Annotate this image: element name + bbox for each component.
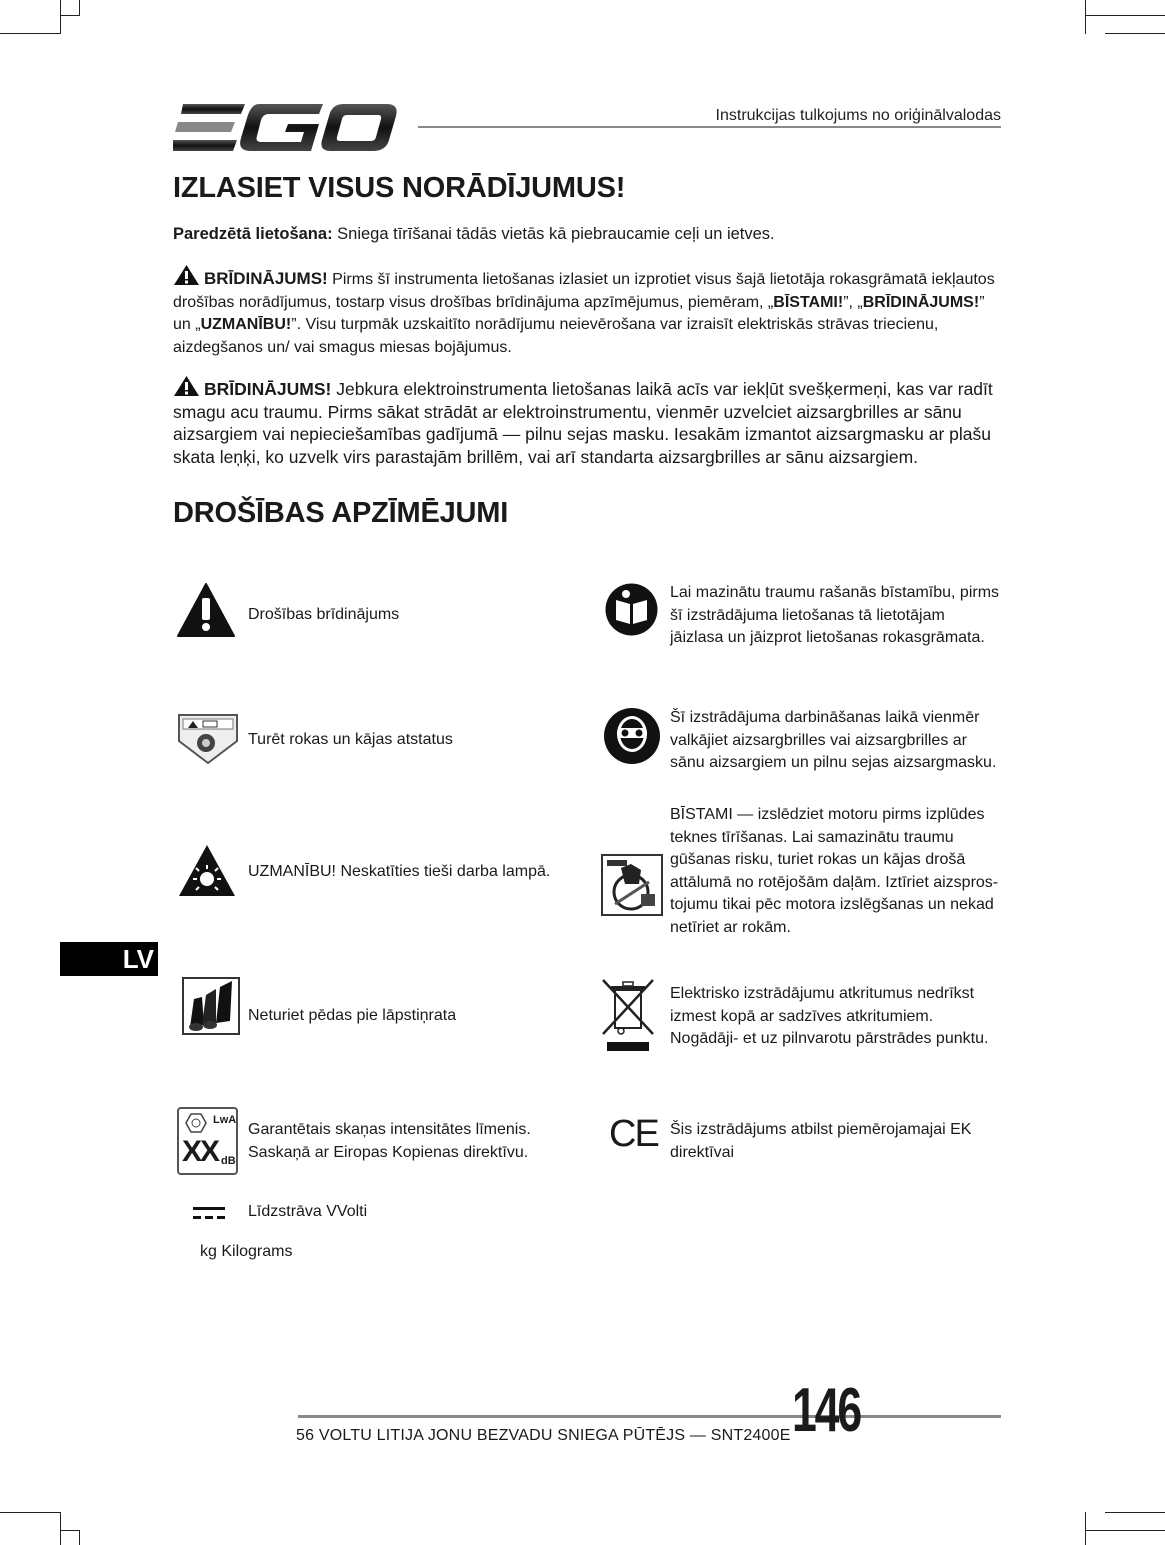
header-rule xyxy=(418,126,1001,128)
crop-mark xyxy=(1085,15,1165,16)
symbol-text: Turēt rokas un kājas atstatus xyxy=(248,731,453,748)
crop-mark xyxy=(1085,0,1086,34)
symbol-text: UZMANĪBU! Neskatīties tieši darba lampā. xyxy=(248,863,551,880)
dc-current-icon xyxy=(192,1205,226,1221)
symbol-text: Līdzstrāva VVolti xyxy=(248,1203,368,1220)
caution-word: UZMANĪBU! xyxy=(200,316,292,333)
page-number: 146 xyxy=(792,1376,861,1445)
badge-main: XX xyxy=(182,1135,219,1168)
warning-text: ”, „ xyxy=(843,293,863,311)
intended-use-label: Paredzētā lietošana: xyxy=(173,225,333,243)
weee-bin-icon xyxy=(601,978,655,1054)
danger-word: BĪSTAMI! xyxy=(773,293,844,311)
symbol-text: Lai mazinātu traumu rašanās bīstamību, pirms šī izstrādājuma lietošanas tā lietotājam jāizlasa un jāizprot lietošanas rokasgrāmata. xyxy=(670,584,1000,646)
warning-label: BRĪDINĀJUMS! xyxy=(204,379,332,399)
symbol-text: Neturiet pēdas pie lāpstiņrata xyxy=(248,1007,457,1024)
warning-text: Pirms šī instrumenta lietošanas izlasiet un izprotiet visus šajā lietotāja rokasgrāmatā iekļautos drošības norādījumus, tostarp visus drošības brīdinājuma apzīmējumus, piemēram, „ xyxy=(173,271,995,311)
header-subtitle: Instrukcijas tulkojums no oriģinālvalodas xyxy=(715,107,1001,124)
crop-mark xyxy=(60,1512,61,1545)
warning-paragraph-2 xyxy=(173,375,1003,468)
warning-word: BRĪDINĀJUMS! xyxy=(862,293,980,311)
symbol-text: Drošības brīdinājums xyxy=(248,606,400,623)
warning-triangle-icon xyxy=(173,375,200,397)
symbol-text-line: Garantētais skaņas intensitātes līmenis. xyxy=(248,1121,531,1138)
footer-rule xyxy=(298,1415,1001,1418)
symbol-text: BĪSTAMI — izslēdziet motoru pirms izplūdes teknes tīrīšanas. Lai samazinātu traumu gūšanas risku, turiet rokas un kājas drošā attālumā no rotējošām daļām. Iztīriet aizspros- tojumu tikai pēc motora izslēgšanas un nekad netīriet ar rokām. xyxy=(670,806,999,936)
chute-danger-icon xyxy=(601,854,663,916)
crop-mark xyxy=(79,0,80,16)
read-manual-icon xyxy=(604,582,659,637)
footer-title: 56 VOLTU LITIJA JONU BEZVADU SNIEGA PŪTĒJS — SNT2400E xyxy=(296,1427,791,1444)
warning-paragraph-1 xyxy=(173,264,1003,359)
intended-use-paragraph xyxy=(173,223,1003,246)
warning-label: BRĪDINĀJUMS! xyxy=(204,269,328,288)
speaker-hexagon-icon xyxy=(185,1113,207,1133)
crop-mark xyxy=(1085,1512,1086,1545)
symbol-text-line: Saskaņā ar Eiropas Kopienas direktīvu. xyxy=(248,1143,529,1161)
symbol-text xyxy=(248,1119,531,1164)
section-title-read-instructions: IZLASIET VISUS NORĀDĪJUMUS! xyxy=(173,172,626,204)
warning-text: Jebkura elektroinstrumenta lietošanas laikā acīs var iekļūt svešķermeņi, kas var radīt smagu acu traumu. Pirms sākat strādāt ar elektroinstrumentu, vienmēr uzvelciet aizsargbrilles ar sānu aizsargiem vai nepieciešamības gadījumā — pilnu sejas masku. Iesakām izmantot aizsargmasku ar plašu skata leņķi, ko uzvelk virs parastajām brillēm, vai arī standarta aizsargbrilles ar sānu aizsargiem. xyxy=(173,379,993,467)
feet-impeller-icon xyxy=(182,977,240,1035)
warning-triangle-icon xyxy=(176,582,236,638)
warning-text: ” un „ xyxy=(173,293,985,333)
lwa-label: LwA xyxy=(213,1114,237,1126)
warning-triangle-icon xyxy=(173,264,200,286)
language-tab: LV xyxy=(60,942,158,976)
crop-mark xyxy=(60,15,80,16)
crop-mark xyxy=(79,1530,80,1545)
crop-mark xyxy=(1105,33,1165,34)
section-title-safety-symbols: DROŠĪBAS APZĪMĒJUMI xyxy=(173,497,509,529)
crop-mark xyxy=(0,33,60,34)
warning-text: ”. Visu turpmāk uzskaitīto norādījumu neievērošana var izraisīt elektriskās strāvas triecienu, aizdegšanos un/ vai smagus miesas bojājumus. xyxy=(173,316,939,356)
crop-mark xyxy=(0,1512,60,1513)
crop-mark xyxy=(60,0,61,34)
intended-use-text: Sniega tīrīšanai tādās vietās kā piebraucamie ceļi un ietves. xyxy=(332,225,775,243)
ego-logo xyxy=(173,100,398,155)
crop-mark xyxy=(1105,1512,1165,1513)
sound-level-icon xyxy=(177,1107,238,1175)
ce-mark-icon: CE xyxy=(609,1113,658,1155)
eye-protection-icon xyxy=(603,707,661,765)
work-lamp-caution-icon xyxy=(177,843,237,898)
hands-feet-away-icon xyxy=(177,713,239,765)
symbol-text: Šis izstrādājums atbilst piemērojamajai EK direktīvai xyxy=(670,1121,972,1161)
badge-unit: dB xyxy=(221,1155,236,1167)
symbol-text: Šī izstrādājuma darbināšanas laikā vienmēr valkājiet aizsargbrilles vai aizsargbrilles ar sānu aizsargiem un pilnu sejas aizsargmasku. xyxy=(670,709,997,771)
symbol-text: Elektrisko izstrādājumu atkritumus nedrīkst izmest kopā ar sadzīves atkritumiem. Nogādāji- et uz pilnvarotu pārstrādes punktu. xyxy=(670,985,989,1047)
kg-line: kg Kilograms xyxy=(200,1243,293,1260)
crop-mark xyxy=(1085,1530,1165,1531)
crop-mark xyxy=(60,1530,80,1531)
